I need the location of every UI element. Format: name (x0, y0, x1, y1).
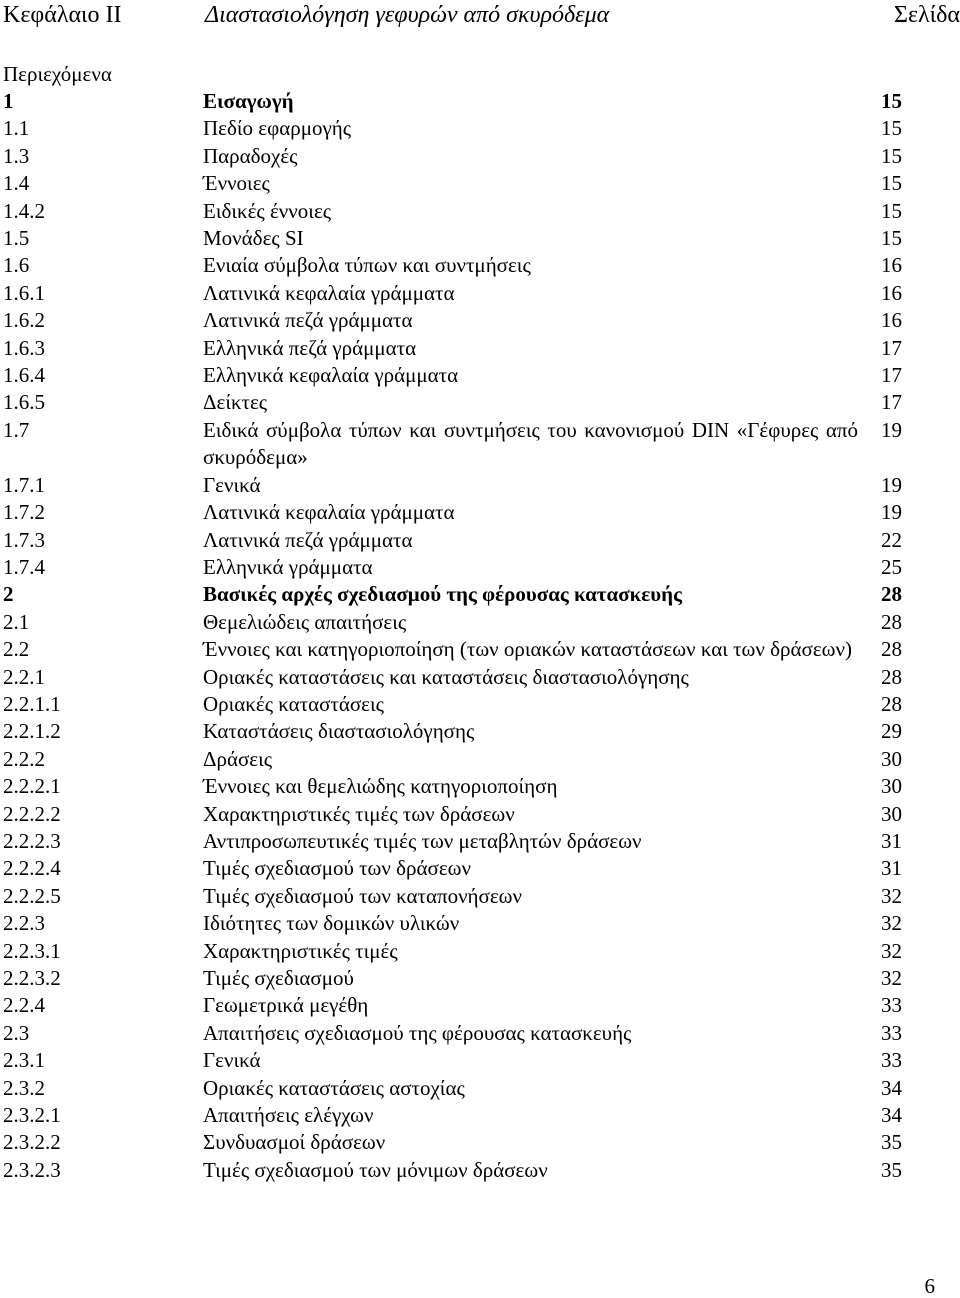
toc-entry (0, 883, 960, 910)
toc-entry-number: 2.2.4 (3, 993, 45, 1018)
toc-entry-title: Δείκτες (203, 390, 268, 415)
toc-entry (0, 362, 960, 389)
toc-entry (0, 307, 960, 334)
toc-entry (0, 417, 960, 472)
toc-entry-title: Ενιαία σύμβολα τύπων και συντμήσεις (203, 253, 531, 278)
toc-entry-title: Μονάδες SI (203, 226, 304, 251)
toc-entry-number: 2.2.2 (3, 746, 45, 771)
toc-entry-number: 2.3.2 (3, 1075, 45, 1100)
toc-entry (0, 828, 960, 855)
toc-entry-page: 34 (881, 1075, 902, 1100)
toc-entry-title: Έννοιες και θεμελιώδης κατηγοριοποίηση (203, 774, 558, 799)
toc-entry-page: 32 (881, 938, 902, 963)
toc-entry-page: 32 (881, 966, 902, 990)
toc-entry (0, 170, 960, 197)
toc-entry-title: Ελληνικά πεζά γράμματα (203, 335, 417, 360)
toc-entry-number: 2.2.1.2 (3, 719, 61, 744)
toc-entry (0, 609, 960, 636)
toc-entry-page: 19 (881, 500, 902, 525)
toc-entry-number: 2.2 (3, 637, 30, 662)
toc-entry (0, 472, 960, 499)
page-header (0, 0, 960, 34)
toc-entry-page: 30 (881, 746, 902, 771)
toc-entry-number: 1.5 (3, 226, 30, 251)
toc-entry-number: 2.3.1 (3, 1048, 45, 1073)
toc-entry-number: 1.4.2 (3, 198, 45, 223)
toc-entry-title: Αντιπροσωπευτικές τιμές των μεταβλητών δράσεων (203, 828, 642, 853)
toc-entry-title: Οριακές καταστάσεις και καταστάσεις διαστασιολόγησης (203, 664, 689, 689)
toc-entry-page: 28 (881, 637, 902, 662)
toc-entry-page: 15 (881, 171, 902, 196)
toc-entry-number: 1.4 (3, 171, 30, 196)
toc-entry-title: Έννοιες και κατηγοριοποίηση (των οριακών καταστάσεων και των δράσεων) (203, 637, 852, 662)
toc-entry-title: Ελληνικά κεφαλαία γράμματα (203, 363, 459, 388)
toc-entry-title: Λατινικά πεζά γράμματα (203, 308, 413, 333)
toc-entry-title: Ειδικά σύμβολα τύπων και συντμήσεις του κανονισμού DIN «Γέφυρες από σκυρόδεμα» (203, 417, 858, 470)
toc-entry (0, 636, 960, 663)
toc-entry-number: 1.7.1 (3, 472, 45, 497)
toc-entry-number: 2.2.3.2 (3, 966, 61, 990)
toc-entry-title: Απαιτήσεις ελέγχων (203, 1103, 374, 1128)
toc-entry-number: 2.2.2.1 (3, 774, 61, 799)
toc-entry-number: 1.1 (3, 116, 30, 141)
toc-entry-number: 1.6 (3, 253, 30, 278)
toc-entry-page: 35 (881, 1130, 902, 1155)
toc-entry (0, 1020, 960, 1047)
toc-entry (0, 1157, 960, 1184)
toc-entry-page: 32 (881, 911, 902, 936)
toc-entry-number: 2.2.2.5 (3, 883, 61, 908)
toc-entry-title: Ιδιότητες των δομικών υλικών (203, 911, 460, 936)
toc-entry-title: Ειδικές έννοιες (203, 198, 332, 223)
toc-entry-page: 28 (881, 691, 902, 716)
toc-entry-page: 15 (881, 226, 902, 251)
toc-entry-page: 17 (881, 390, 902, 415)
chapter-label: Κεφάλαιο ΙΙ (3, 2, 122, 28)
toc-entry-number: 2.2.1.1 (3, 691, 61, 716)
toc-entry-title: Οριακές καταστάσεις (203, 691, 384, 716)
toc-entry (0, 1102, 960, 1129)
toc-entry-number: 2.2.2.2 (3, 801, 61, 826)
toc-entry-page: 17 (881, 363, 902, 388)
toc-entry (0, 527, 960, 554)
toc-entry-page: 16 (881, 280, 902, 305)
toc-entry-number: 2.1 (3, 609, 30, 634)
toc-entry (0, 746, 960, 773)
toc-entry-number: 2.2.3.1 (3, 938, 61, 963)
toc-entry-title: Έννοιες (203, 171, 270, 196)
toc-entry (0, 499, 960, 526)
toc-entry-number: 1 (3, 89, 14, 113)
toc-entry-page: 28 (881, 609, 902, 634)
toc-entry-title: Πεδίο εφαρμογής (203, 116, 352, 141)
toc-entry-page: 19 (881, 472, 902, 497)
toc-entry-page: 34 (881, 1103, 902, 1128)
toc-entry-title: Συνδυασμοί δράσεων (203, 1130, 386, 1155)
toc-entry-title: Λατινικά πεζά γράμματα (203, 527, 413, 552)
toc-entry (0, 773, 960, 800)
toc-entry (0, 664, 960, 691)
toc-entry-number: 2.2.3 (3, 911, 45, 936)
toc-entry-title: Γεωμετρικά μεγέθη (203, 993, 369, 1018)
toc-entry-page: 17 (881, 335, 902, 360)
toc-entry-page: 28 (881, 582, 902, 607)
toc-entry-number: 2.2.2.3 (3, 828, 61, 853)
toc-entry-number: 1.7.2 (3, 500, 45, 525)
toc-entry-number: 1.7.3 (3, 527, 45, 552)
toc-entry (0, 581, 960, 608)
toc-entry-number: 2.3 (3, 1020, 30, 1045)
toc-entry-number: 2.3.2.3 (3, 1157, 61, 1182)
toc-entry-title: Βασικές αρχές σχεδιασμού της φέρουσας κατασκευής (203, 582, 682, 607)
toc-entry-title: Οριακές καταστάσεις αστοχίας (203, 1075, 465, 1100)
toc-entry (0, 143, 960, 170)
toc-entry (0, 554, 960, 581)
page-column-label: Σελίδα (893, 2, 960, 28)
toc-entry-title: Χαρακτηριστικές τιμές (203, 938, 398, 963)
toc-entry-page: 15 (881, 198, 902, 223)
toc-entry-title: Τιμές σχεδιασμού των μόνιμων δράσεων (203, 1157, 548, 1182)
table-of-contents (0, 88, 960, 1184)
toc-entry (0, 389, 960, 416)
toc-entry-title: Καταστάσεις διαστασιολόγησης (203, 719, 475, 744)
toc-entry-title: Γενικά (203, 1048, 261, 1073)
toc-entry-page: 33 (881, 993, 902, 1018)
toc-entry-number: 1.6.5 (3, 390, 45, 415)
toc-entry-page: 22 (881, 527, 902, 552)
toc-entry-number: 1.7 (3, 417, 30, 442)
toc-entry-page: 32 (881, 883, 902, 908)
toc-entry-title: Λατινικά κεφαλαία γράμματα (203, 500, 455, 525)
toc-entry-page: 31 (881, 828, 902, 853)
toc-entry-title: Τιμές σχεδιασμού (203, 966, 354, 990)
toc-entry-page: 28 (881, 664, 902, 689)
toc-entry (0, 992, 960, 1019)
toc-entry-page: 30 (881, 801, 902, 826)
toc-entry-title: Λατινικά κεφαλαία γράμματα (203, 280, 455, 305)
toc-entry-number: 2 (3, 582, 14, 607)
toc-entry (0, 801, 960, 828)
toc-entry (0, 115, 960, 142)
toc-entry-number: 1.7.4 (3, 554, 45, 579)
toc-entry-number: 1.3 (3, 143, 30, 168)
toc-entry-title: Δράσεις (203, 746, 273, 771)
toc-entry (0, 1129, 960, 1156)
toc-entry-page: 15 (881, 116, 902, 141)
toc-entry (0, 1075, 960, 1102)
toc-entry-title: Χαρακτηριστικές τιμές των δράσεων (203, 801, 515, 826)
toc-entry (0, 910, 960, 937)
toc-entry-page: 29 (881, 719, 902, 744)
toc-entry-number: 2.3.2.2 (3, 1130, 61, 1155)
toc-entry-title: Γενικά (203, 472, 261, 497)
toc-entry (0, 938, 960, 965)
toc-entry (0, 252, 960, 279)
toc-entry-number: 1.6.2 (3, 308, 45, 333)
toc-entry-page: 15 (881, 143, 902, 168)
page-number: 6 (924, 1274, 935, 1298)
toc-entry-number: 1.6.3 (3, 335, 45, 360)
toc-entry-page: 33 (881, 1048, 902, 1073)
toc-entry-page: 33 (881, 1020, 902, 1045)
toc-entry-page: 19 (881, 417, 902, 442)
toc-entry-title: Απαιτήσεις σχεδιασμού της φέρουσας κατασκευής (203, 1020, 632, 1045)
toc-entry (0, 335, 960, 362)
toc-entry (0, 280, 960, 307)
toc-entry-page: 31 (881, 856, 902, 881)
toc-entry (0, 965, 960, 992)
toc-entry (0, 691, 960, 718)
toc-entry-title: Τιμές σχεδιασμού των καταπονήσεων (203, 883, 522, 908)
toc-entry-page: 30 (881, 774, 902, 799)
toc-entry-number: 2.2.1 (3, 664, 45, 689)
toc-entry-page: 35 (881, 1157, 902, 1182)
toc-entry-number: 2.2.2.4 (3, 856, 61, 881)
toc-entry (0, 198, 960, 225)
toc-entry (0, 1047, 960, 1074)
toc-entry-title: Τιμές σχεδιασμού των δράσεων (203, 856, 471, 881)
toc-entry-title: Θεμελιώδεις απαιτήσεις (203, 609, 407, 634)
toc-entry-title: Ελληνικά γράμματα (203, 554, 373, 579)
toc-entry (0, 225, 960, 252)
toc-entry-page: 16 (881, 308, 902, 333)
chapter-title: Διαστασιολόγηση γεφυρών από σκυρόδεμα (205, 2, 610, 28)
toc-entry-page: 16 (881, 253, 902, 278)
toc-entry (0, 88, 960, 115)
contents-heading: Περιεχόμενα (3, 62, 112, 86)
toc-entry-number: 2.3.2.1 (3, 1103, 61, 1128)
toc-entry-page: 25 (881, 554, 902, 579)
toc-entry-title: Εισαγωγή (203, 89, 294, 113)
toc-entry (0, 855, 960, 882)
toc-entry-title: Παραδοχές (203, 143, 298, 168)
toc-entry (0, 718, 960, 745)
toc-entry-number: 1.6.1 (3, 280, 45, 305)
toc-entry-number: 1.6.4 (3, 363, 45, 388)
toc-entry-page: 15 (881, 89, 902, 113)
